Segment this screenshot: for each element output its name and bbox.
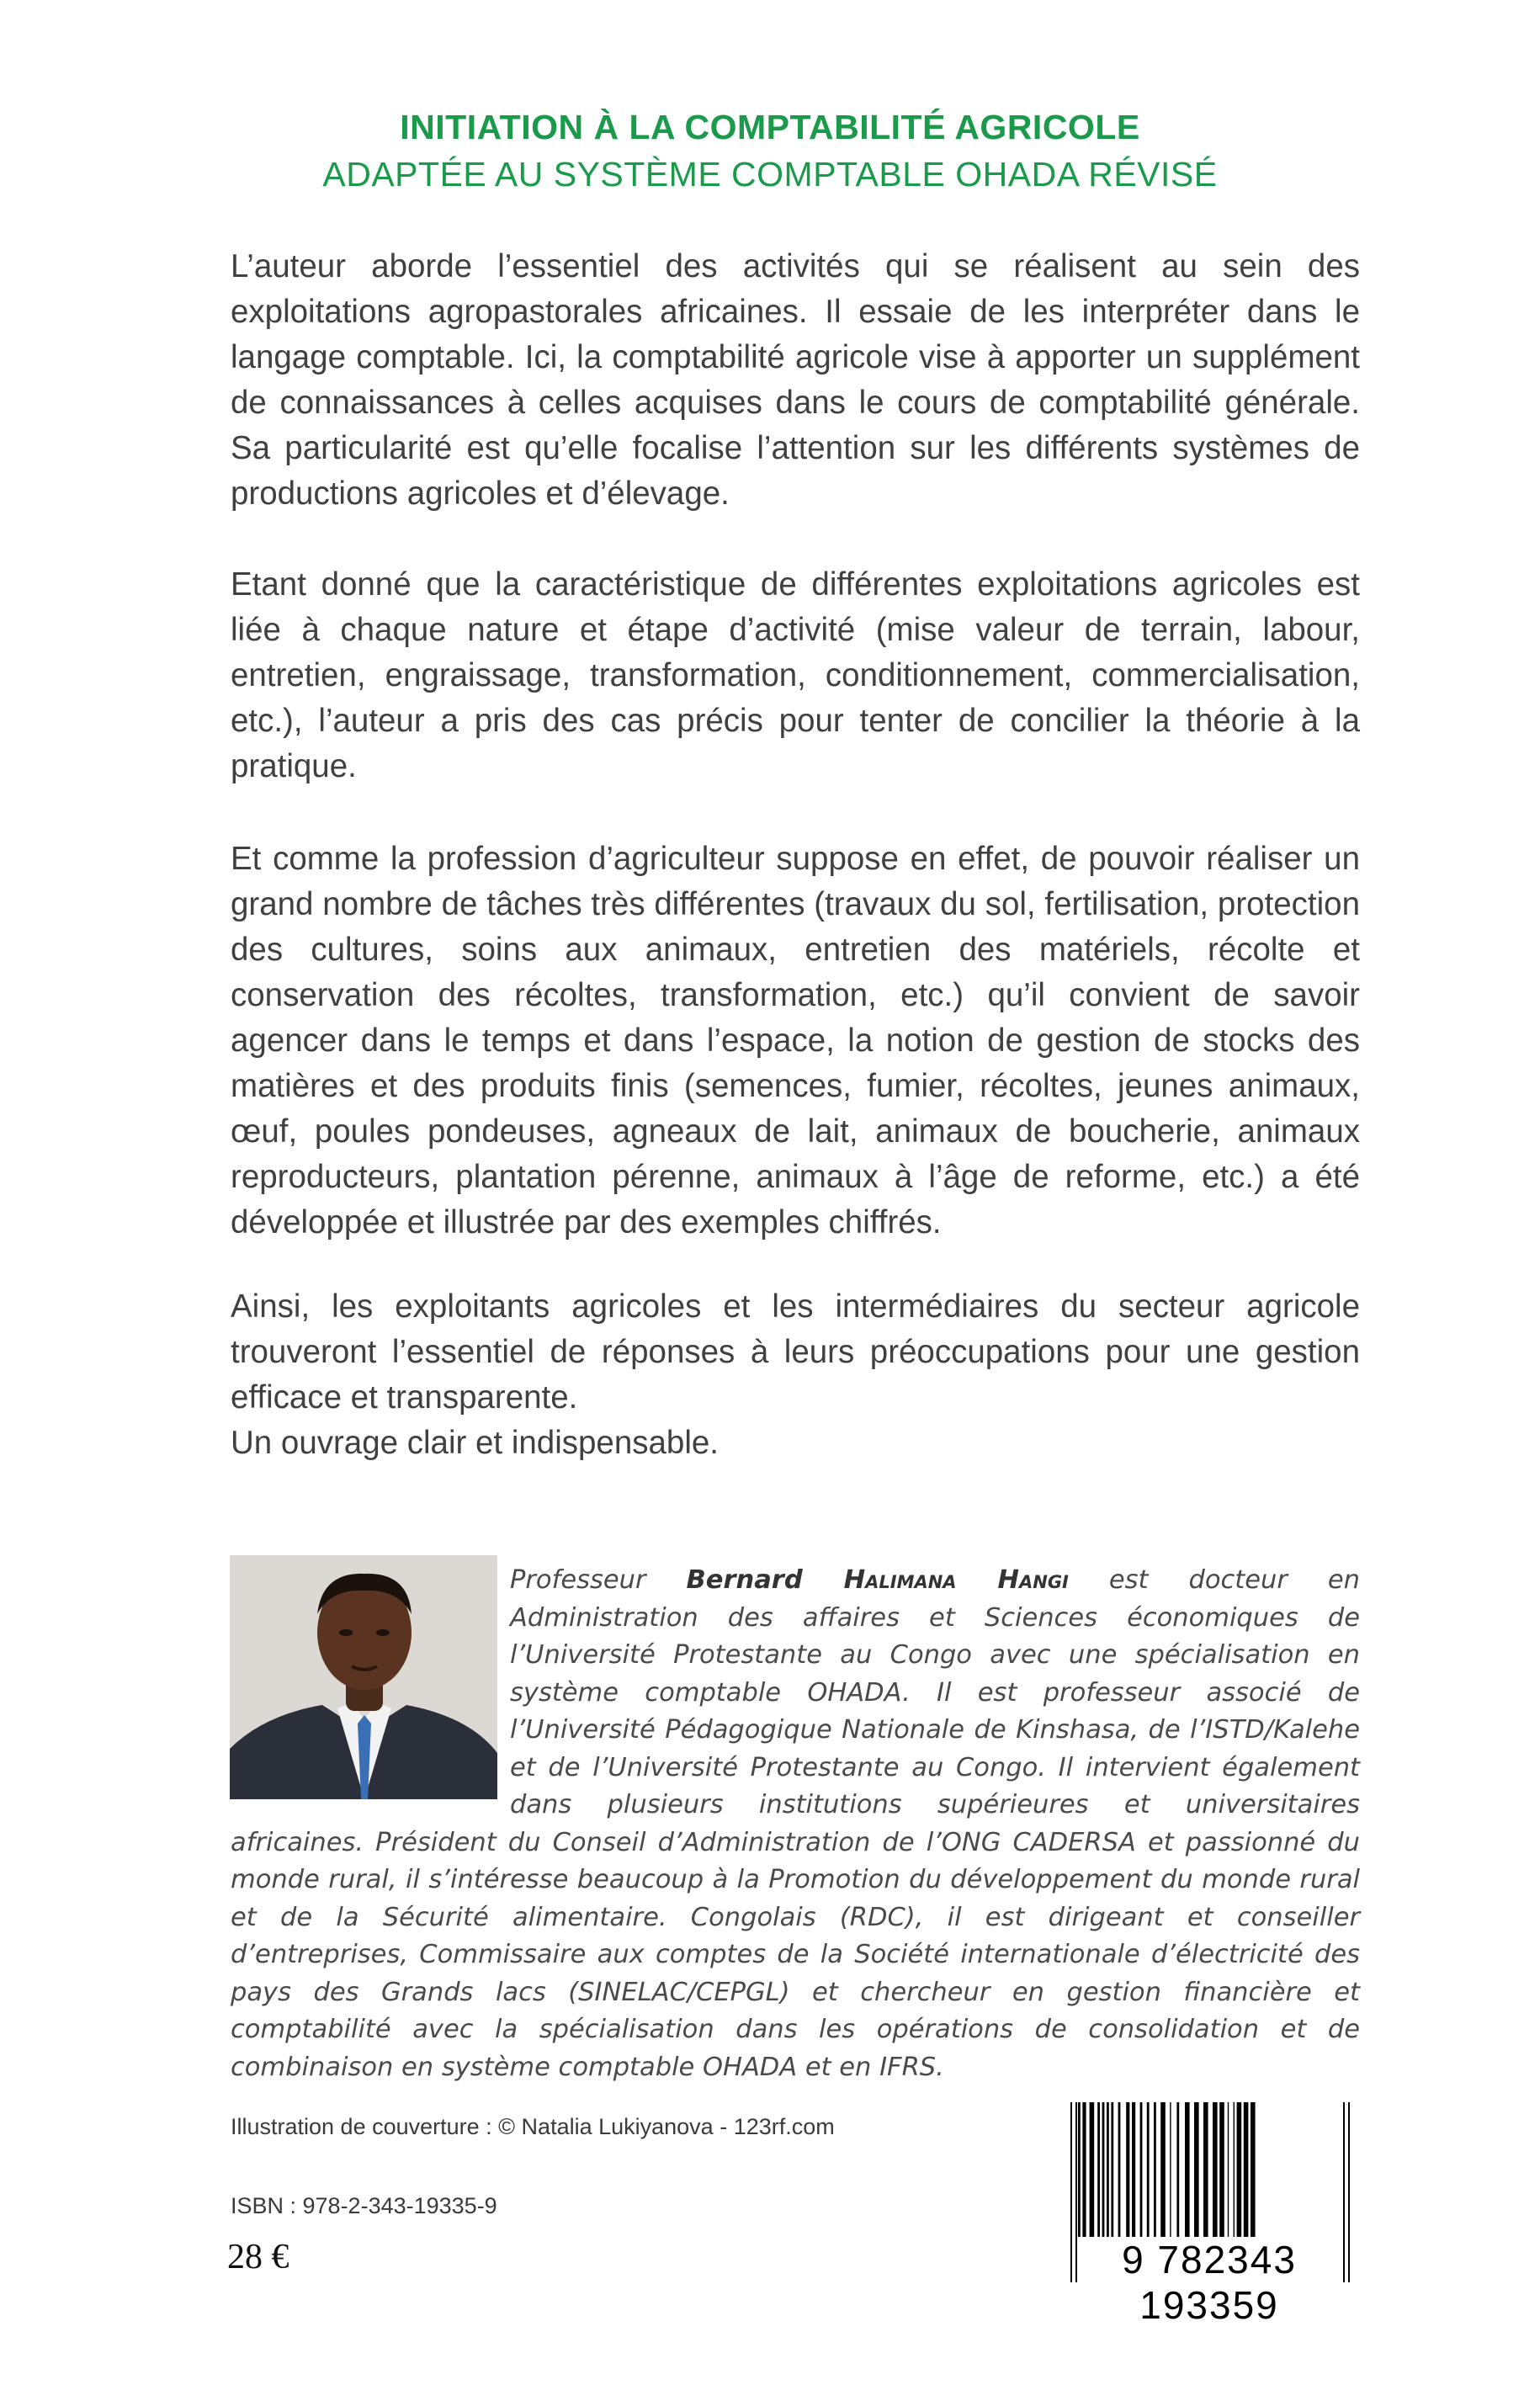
- summary-closing-line: Un ouvrage clair et indispensable.: [231, 1425, 719, 1461]
- summary-paragraph-1: L’auteur aborde l’essentiel des activités qui se réalisent au sein des exploitations agropastorales africaines. Il essaie de les interpréter dans le langage comptable. Ici, la comptabilité agricole vise à apporter un supplément de connaissances à celles acquises dans le cours de comptabilité générale. Sa particularité est qu’elle focalise l’attention sur les différents systèmes de productions agricoles et d’élevage.: [231, 248, 1360, 512]
- author-name: Bernard Halimana Hangi: [686, 1565, 1069, 1595]
- isbn: ISBN : 978-2-343-19335-9: [231, 2193, 497, 2218]
- illustration-credit: Illustration de couverture : © Natalia Lukiyanova - 123rf.com: [231, 2114, 835, 2139]
- summary-paragraph-4: Ainsi, les exploitants agricoles et les intermédiaires du secteur agricole trouveront l’essentiel de réponses à leurs préoccupations pour une gestion efficace et transparente. Un ouvrage clair et indispensable.: [231, 1284, 1360, 1466]
- price: 28 €: [227, 2238, 289, 2276]
- author-biography: Professeur Bernard Halimana Hangi est docteur en Administration des affaires et Sciences économiques de l’Université Protestante au Congo avec une spécialisation en système comptable OHADA. Il est professeur associé de l’Université Pédagogique Nationale de Kinshasa, de l’ISTD/Kalehe et de l’Université Protestante au Congo. Il intervient également dans plusieurs institutions supérieures et universitaires africaines. Président du Conseil d’Administration de l’ONG CADERSA et passionné du monde rural, il s’intéresse beaucoup à la Promotion du développement du monde rural et de la Sécurité alimentaire. Congolais (RDC), il est dirigeant et conseiller d’entreprises, Commissaire aux comptes de la Société internationale d’électricité des pays des Grands lacs (SINELAC/CEPGL) et chercheur en gestion financière et comptabilité avec la spécialisation dans les opérations de consolidation et de combinaison en système comptable OHADA et en IFRS.: [231, 1565, 1360, 2082]
- book-subtitle: ADAPTÉE AU SYSTÈME COMPTABLE OHADA RÉVISÉ: [322, 155, 1218, 194]
- book-title: INITIATION À LA COMPTABILITÉ AGRICOLE: [400, 108, 1140, 146]
- summary-paragraph-3: Et comme la profession d’agriculteur suppose en effet, de pouvoir réaliser un grand nombre de tâches très différentes (travaux du sol, fertilisation, protection des cultures, soins aux animaux, entretien des matériels, récolte et conservation des récoltes, transformation, etc.) qu’il convient de savoir agencer dans le temps et dans l’espace, la notion de gestion de stocks des matières et des produits finis (semences, fumier, récoltes, jeunes animaux, œuf, poules pondeuses, agneaux de lait, animaux de boucherie, animaux reproducteurs, plantation pérenne, animaux à l’âge de reforme, etc.) a été développée et illustrée par des exemples chiffrés.: [231, 841, 1360, 1240]
- barcode-digits: 9 782343 193359: [1122, 2238, 1297, 2327]
- summary-paragraph-2: Etant donné que la caractéristique de différentes exploitations agricoles est liée à chaque nature et étape d’activité (mise valeur de terrain, labour, entretien, engraissage, transformation, conditionnement, commercialisation, etc.), l’auteur a pris des cas précis pour tenter de concilier la théorie à la pratique.: [231, 566, 1360, 784]
